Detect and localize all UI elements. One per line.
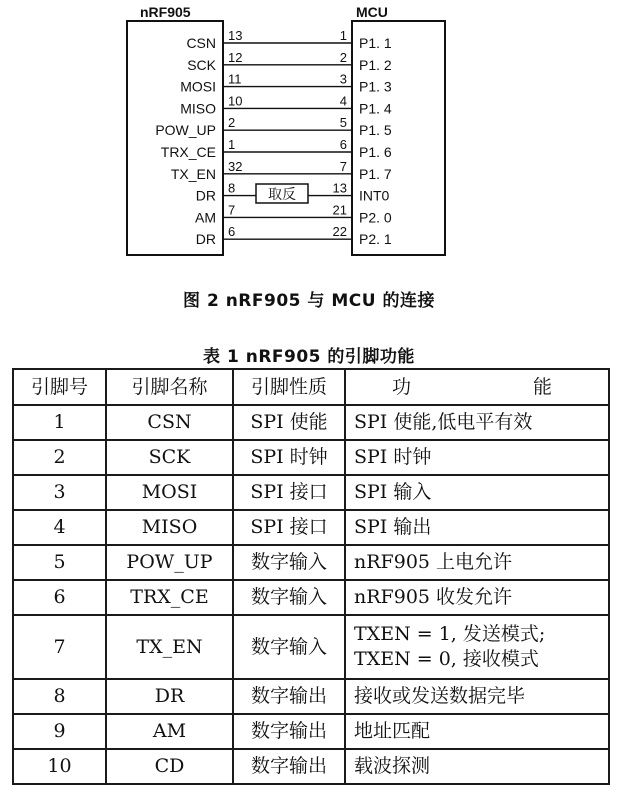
pin-function-table [12, 368, 610, 785]
pin-function-line: 接收或发送数据完毕 [354, 685, 526, 707]
nrf905-pin-number: 8 [228, 180, 236, 196]
pin-function-line: TXEN = 0, 接收模式 [354, 648, 539, 670]
mcu-pin-number: 3 [339, 71, 347, 87]
pin-function-line: SPI 使能,低电平有效 [354, 411, 533, 433]
pin-name-cell: POW_UP [106, 545, 233, 580]
pin-number-cell: 10 [13, 749, 106, 784]
pin-function-cell [345, 714, 609, 749]
pin-function-cell [345, 405, 609, 440]
nrf905-pin-label: POW_UP [155, 122, 216, 139]
connection-diagram [0, 0, 618, 280]
nrf905-pin-number: 10 [228, 93, 243, 109]
header-pin-name: 引脚名称 [106, 369, 233, 405]
mcu-pin-number: 5 [339, 115, 347, 131]
pin-function-line: SPI 时钟 [354, 446, 432, 468]
pin-function-line: 地址匹配 [354, 720, 431, 742]
pin-type-cell: SPI 接口 [233, 510, 345, 545]
mcu-pin-label: INT0 [359, 187, 390, 204]
pin-name-cell: TRX_CE [106, 580, 233, 615]
pin-type-cell: 数字输入 [233, 580, 345, 615]
mcu-pin-label: P2. 0 [359, 209, 392, 226]
pin-function-line: SPI 输出 [354, 516, 432, 538]
header-pin-number: 引脚号 [13, 369, 106, 405]
chip-mcu-title: MCU [356, 4, 388, 20]
pin-type-cell: SPI 时钟 [233, 440, 345, 475]
nrf905-pin-label: MISO [180, 100, 216, 117]
pin-number-cell: 6 [13, 580, 106, 615]
table-row [13, 440, 609, 475]
pin-number-cell: 5 [13, 545, 106, 580]
pin-function-cell [345, 475, 609, 510]
pin-function-cell [345, 580, 609, 615]
nrf905-pin-number: 6 [228, 224, 236, 240]
nrf905-pin-label: TRX_CE [160, 144, 216, 160]
header-pin-type: 引脚性质 [233, 369, 345, 405]
pin-function-line: nRF905 收发允许 [354, 586, 513, 608]
header-function [345, 369, 609, 405]
mcu-pin-number: 13 [332, 180, 347, 196]
mcu-pin-label: P1. 2 [359, 56, 392, 73]
pin-type-cell: 数字输入 [233, 545, 345, 580]
nrf905-pin-number: 7 [228, 202, 236, 218]
nrf905-pin-label: CSN [186, 35, 216, 51]
pin-name-cell: MOSI [106, 475, 233, 510]
nrf905-pin-label: TX_EN [170, 165, 216, 182]
table-row [13, 510, 609, 545]
header-function-char-2: 能 [532, 375, 552, 398]
pin-function-cell [345, 615, 609, 679]
nrf905-pin-label: AM [195, 209, 216, 226]
mcu-pin-number: 7 [339, 158, 347, 174]
pin-function-line: TXEN = 1, 发送模式; [354, 623, 546, 645]
pin-function-line: SPI 输入 [354, 481, 432, 503]
pin-function-cell [345, 749, 609, 784]
pin-name-cell: MISO [106, 510, 233, 545]
nrf905-pin-number: 12 [228, 49, 243, 65]
pin-function-cell [345, 440, 609, 475]
table-row [13, 714, 609, 749]
pin-number-cell: 8 [13, 679, 106, 714]
pin-type-cell: SPI 使能 [233, 405, 345, 440]
chip-nrf905-title: nRF905 [140, 4, 191, 20]
nrf905-pin-label: DR [195, 187, 216, 204]
table-row [13, 580, 609, 615]
pin-number-cell: 4 [13, 510, 106, 545]
pin-name-cell: TX_EN [106, 615, 233, 679]
pin-type-cell: 数字输出 [233, 714, 345, 749]
pin-number-cell: 7 [13, 615, 106, 679]
nrf905-pin-label: SCK [187, 56, 216, 73]
figure-caption: 图 2 nRF905 与 MCU 的连接 [183, 291, 435, 311]
table-row [13, 475, 609, 510]
pin-number-cell: 1 [13, 405, 106, 440]
pin-number-cell: 2 [13, 440, 106, 475]
mcu-pin-label: P2. 1 [359, 231, 392, 248]
table-row [13, 405, 609, 440]
mcu-pin-label: P1. 7 [359, 165, 392, 182]
mcu-pin-number: 6 [339, 137, 347, 152]
nrf905-pin-number: 1 [228, 137, 236, 152]
mcu-pin-label: P1. 5 [359, 122, 392, 139]
pin-number-cell: 3 [13, 475, 106, 510]
pin-function-line: nRF905 上电允许 [354, 551, 513, 573]
pin-function-cell [345, 545, 609, 580]
pin-name-cell: SCK [106, 440, 233, 475]
pin-function-line: 载波探测 [354, 755, 431, 777]
header-function-char-1: 功 [392, 375, 412, 398]
pin-name-cell: CSN [106, 405, 233, 440]
table-header-row [13, 369, 609, 405]
mcu-pin-label: P1. 4 [359, 100, 392, 117]
nrf905-pin-number: 11 [228, 71, 242, 87]
pin-name-cell: AM [106, 714, 233, 749]
table-row [13, 749, 609, 784]
mcu-pin-label: P1. 6 [359, 144, 392, 160]
mcu-pin-number: 1 [339, 28, 347, 43]
pin-function-cell [345, 510, 609, 545]
mcu-pin-label: P1. 1 [359, 35, 392, 51]
pin-number-cell: 9 [13, 714, 106, 749]
mcu-pin-number: 21 [332, 202, 347, 218]
pin-type-cell: SPI 接口 [233, 475, 345, 510]
pin-type-cell: 数字输出 [233, 749, 345, 784]
inverter-label: 取反 [268, 186, 296, 202]
nrf905-pin-number: 13 [228, 28, 243, 43]
mcu-pin-number: 22 [332, 224, 347, 240]
pin-name-cell: DR [106, 679, 233, 714]
table-row [13, 545, 609, 580]
pin-name-cell: CD [106, 749, 233, 784]
nrf905-pin-number: 2 [228, 115, 236, 131]
mcu-pin-number: 2 [339, 49, 347, 65]
nrf905-pin-label: DR [195, 231, 216, 248]
pin-function-cell [345, 679, 609, 714]
mcu-pin-number: 4 [339, 93, 347, 109]
nrf905-pin-number: 32 [228, 158, 243, 174]
table-caption: 表 1 nRF905 的引脚功能 [203, 347, 415, 367]
pin-type-cell: 数字输出 [233, 679, 345, 714]
nrf905-pin-label: MOSI [180, 78, 216, 95]
table-row [13, 615, 609, 679]
table-row [13, 679, 609, 714]
mcu-pin-label: P1. 3 [359, 78, 392, 95]
pin-type-cell: 数字输入 [233, 615, 345, 679]
